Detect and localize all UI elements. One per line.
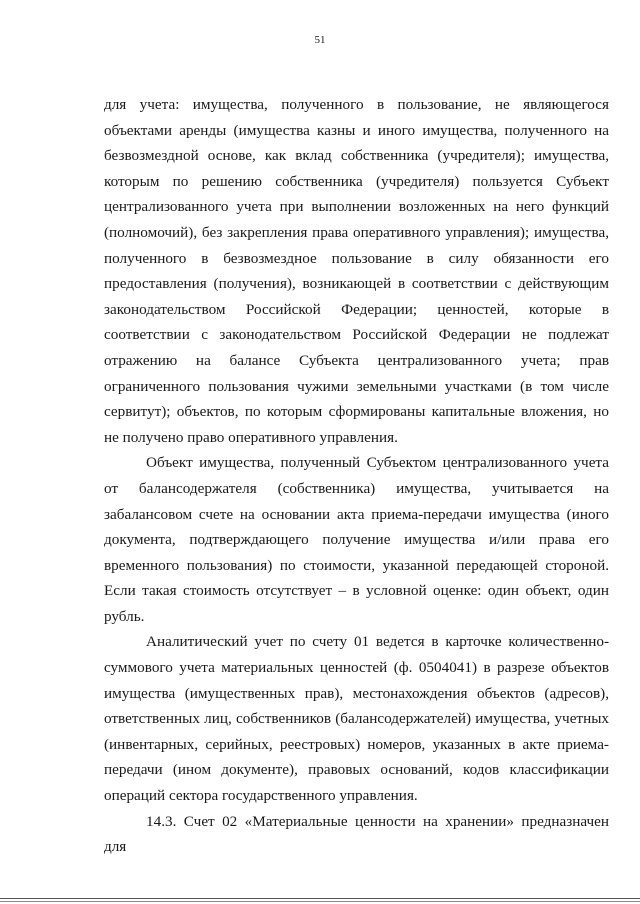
paragraph-account-02: 14.3. Счет 02 «Материальные ценности на хранении» предназначен для	[104, 812, 609, 856]
bottom-scan-line-secondary	[0, 901, 640, 902]
body-text	[104, 92, 609, 860]
paragraph-analytical-accounting: Аналитический учет по счету 01 ведется в карточке количественно-суммового учета материальных ценностей (ф. 0504041) в разрезе объектов имущества (имущественных прав), местонахождения объектов (адресов), ответственных лиц, собственников (балансодержателей) имущества, учетных (инвентарных, серийных, реестровых) номеров, указанных в акте приема-передачи (ином документе), правовых оснований, кодов классификации операций сектора государственного управления.	[104, 633, 609, 805]
page-number: 51	[314, 34, 326, 46]
bottom-scan-line	[0, 898, 640, 899]
paragraph-property-accounting: для учета: имущества, полученного в пользование, не являющегося объектами аренды (имущества казны и иного имущества, полученного на безвозмездной основе, как вклад собственника (учредителя); имущества, которым по решению собственника (учредителя) пользуется Субъект централизованного учета при выполнении возложенных на него функций (полномочий), без закрепления права оперативного управления); имущества, полученного в безвозмездное пользование в силу обязанности его предоставления (получения), возникающей в соответствии с действующим законодательством Российской Федерации; ценностей, которые в соответствии с законодательством Российской Федерации не подлежат отражению на балансе Субъекта централизованного учета; прав ограниченного пользования чужими земельными участками (в том числе сервитут); объектов, по которым сформированы капитальные вложения, но не получено право оперативного управления.	[104, 96, 609, 446]
paragraph-property-object: Объект имущества, полученный Субъектом централизованного учета от балансодержателя (собственника) имущества, учитывается на забалансовом счете на основании акта приема-передачи имущества (иного документа, подтверждающего получение имущества и/или права его временного пользования) по стоимости, указанной передающей стороной. Если такая стоимость отсутствует – в условной оценке: один объект, один рубль.	[104, 454, 609, 625]
